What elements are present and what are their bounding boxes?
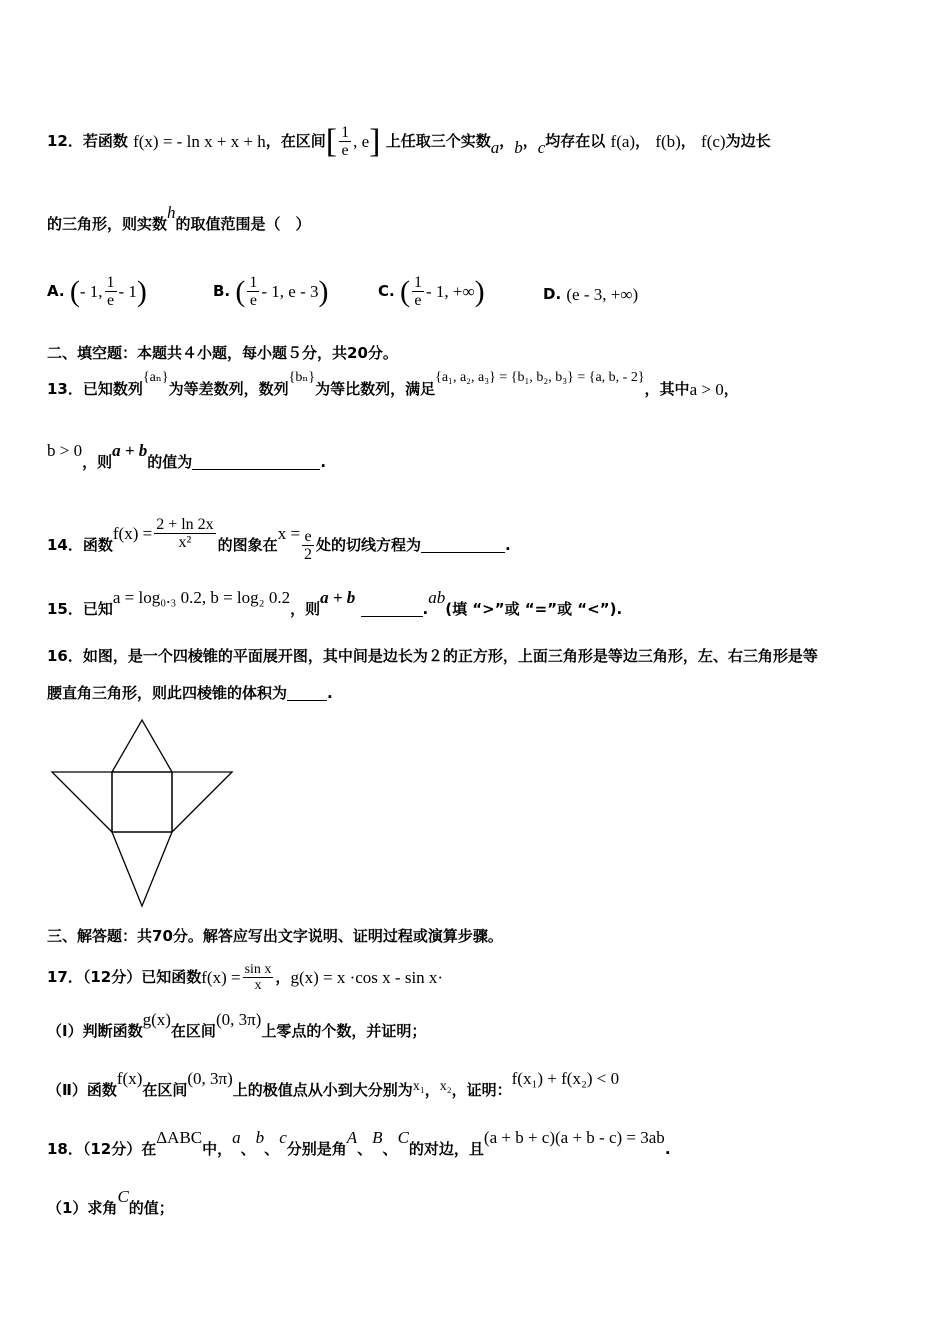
q12-var-a: a: [490, 137, 500, 157]
q15-line: 15．已知a = log₀.₃ 0.2, b = log₂ 0.2，则a + b .ab(填 “>”或 “=”或 “<”).: [47, 587, 623, 618]
option-d-math: (e - 3, +∞): [566, 284, 639, 304]
q12-var-b: b: [514, 137, 523, 157]
q12-var-h: h: [167, 202, 176, 222]
q13-cond1: a > 0: [689, 379, 724, 399]
q17-x2: x₂: [439, 1078, 452, 1094]
q13-set-equation: {a₁, a₂, a₃} = {b₁, b₂, b₃} = {a, b, - 2}: [435, 369, 645, 385]
q18-c: c: [279, 1127, 287, 1147]
q15-blank: [361, 602, 423, 617]
q17-f-fraction: $\frac{\text{sin x}}{x}$: [244, 962, 272, 993]
section-2-heading: 二、填空题：本题共４小题，每小题５分，共20分。: [47, 344, 398, 362]
q13-bn: {bₙ}: [288, 369, 316, 385]
q12-line2-text-b: 的取值范围是（ ）: [175, 215, 311, 233]
option-b-post: - 1, e - 3: [261, 281, 319, 301]
q12-text-d: 为边长: [725, 132, 771, 150]
q18-B: B: [372, 1127, 383, 1147]
q15-expr: a + b: [320, 587, 356, 607]
q12-line2-text: 的三角形，则实数: [47, 215, 168, 233]
q13-line1: 13．已知数列{aₙ}为等差数列，数列{bₙ}为等比数列，满足{a₁, a₂, a₃} = {b₁, b₂, b₃} = {a, b, - 2}，其中a > 0，: [47, 369, 739, 399]
q12-interval-rest: , e: [353, 131, 370, 151]
q18-equation: (a + b + c)(a + b - c) = 3ab: [483, 1127, 665, 1147]
q17-p2-f: f(x): [116, 1068, 143, 1088]
q12-option-a: A. (- 1, $\frac{1}{e}$ - 1): [47, 274, 147, 309]
q17-part1: （Ⅰ）判断函数g(x)在区间(0, 3π)上零点的个数，并证明；: [47, 1009, 427, 1040]
q14-x-lhs: x =: [277, 523, 301, 543]
q13-an: {aₙ}: [142, 369, 169, 385]
q12-option-d: [543, 284, 638, 305]
q17-part2: （Ⅱ）函数f(x)在区间(0, 3π)上的极值点从小到大分别为x₁，x₂，证明：f(x₁) + f(x₂) < 0: [47, 1068, 620, 1099]
q18-C: C: [397, 1127, 409, 1147]
option-a-label: A.: [47, 282, 65, 300]
q17-g-definition: g(x) = x ·cos x - sin x·: [290, 967, 444, 987]
q17-x1: x₁: [412, 1078, 425, 1094]
net-top-triangle: [112, 720, 172, 772]
q14-x-fraction: $\frac{e}{2}$: [304, 528, 313, 563]
option-b-label: B.: [213, 282, 231, 300]
q15-ab: ab: [428, 587, 446, 607]
q12-option-b: B. ( $\frac{1}{e}$ - 1, e - 3): [213, 274, 329, 309]
option-c-post: - 1, +∞: [425, 281, 475, 301]
q12-fa: f(a): [610, 131, 636, 151]
q18-part1: （1）求角C的值；: [47, 1186, 174, 1217]
q12-bracket-left: [: [325, 122, 338, 160]
q12-bracket-right: ]: [369, 122, 381, 160]
q18-A: A: [346, 1127, 358, 1147]
q12-line1: 12．若函数 f(x) = - ln x + x + h，在区间[ $\frac{1}{e}$ , e] 上任取三个实数a，b，c均存在以 f(a)， f(b)， f(c)为边长: [47, 122, 771, 160]
q14-line: 14．函数f(x) = $\frac{2 + \ln 2x}{\text{x²}}$ 的图象在x = $\frac{e}{2}$ 处的切线方程为 .: [47, 516, 511, 563]
q16-blank: [287, 686, 327, 701]
net-right-triangle: [172, 772, 232, 832]
net-left-triangle: [52, 772, 112, 832]
q16-line1: 16．如图，是一个四棱锥的平面展开图，其中间是边长为２的正方形，上面三角形是等边三角形，左、右三角形是等: [47, 647, 818, 665]
q14-f-fraction: $\frac{2 + \ln 2x}{\text{x²}}$: [156, 516, 214, 551]
pyramid-net-diagram: [40, 710, 240, 910]
q12-line2: [47, 202, 311, 235]
q12-fb: f(b): [655, 131, 681, 151]
q12-number: 12．若函数: [47, 132, 128, 150]
q17-p2-interval: (0, 3π): [187, 1068, 233, 1088]
q13-cond2: b > 0: [47, 440, 83, 460]
section-3-heading: 三、解答题：共70分。解答应写出文字说明、证明过程或演算步骤。: [47, 927, 503, 945]
q17-p1-g: g(x): [142, 1009, 171, 1029]
q17-p1-interval: (0, 3π): [215, 1009, 262, 1029]
option-a-pre: - 1,: [79, 281, 103, 301]
q17-line: 17．（12分）已知函数f(x) = $\frac{\text{sin x}}{x}$ ，g(x) = x ·cos x - sin x·: [47, 962, 444, 993]
q12-function: f(x) = - ln x + x + h: [133, 131, 266, 151]
q12-var-c: c: [537, 137, 546, 157]
net-bottom-triangle: [112, 832, 172, 906]
q12-text-b: 上任取三个实数: [385, 132, 491, 150]
q16-line2: 腰直角三角形，则此四棱锥的体积为 .: [47, 684, 333, 702]
q12-option-c: C. ( $\frac{1}{e}$ - 1, +∞): [378, 274, 485, 309]
net-center-square: [112, 772, 172, 832]
option-c-label: C.: [378, 282, 395, 300]
q12-fc: f(c): [701, 131, 726, 151]
option-d-label: D.: [543, 285, 562, 303]
option-a-post: - 1: [118, 281, 137, 301]
q12-interval-fraction: $\frac{1}{e}$: [341, 124, 350, 159]
q18-triangle: ΔABC: [156, 1127, 203, 1147]
q18-b: b: [255, 1127, 265, 1147]
q15-math: a = log₀.₃ 0.2, b = log₂ 0.2: [112, 587, 291, 607]
q17-f-lhs: f(x) =: [201, 967, 241, 987]
q13-line2: b > 0，则a + b的值为 .: [47, 440, 327, 471]
q12-text: ，在区间: [265, 132, 326, 150]
q17-inequality: f(x₁) + f(x₂) < 0: [511, 1068, 620, 1088]
q18-a: a: [232, 1127, 241, 1147]
q12-text-c: 均存在以: [545, 132, 606, 150]
q14-blank: [421, 538, 505, 553]
q13-expr: a + b: [112, 440, 148, 460]
q14-f-lhs: f(x) =: [112, 523, 153, 543]
q18-p1-C: C: [117, 1186, 129, 1206]
q13-blank: [192, 455, 320, 470]
q18-line: 18．（12分）在ΔABC中，a、b、c分别是角A、B、C的对边，且(a + b + c)(a + b - c) = 3ab.: [47, 1127, 671, 1158]
